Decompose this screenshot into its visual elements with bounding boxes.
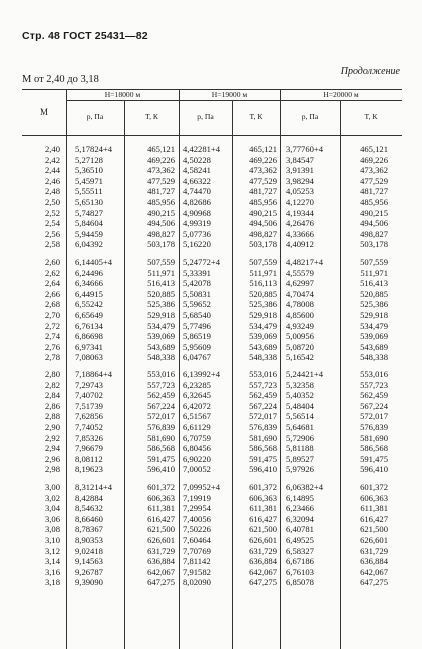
cell-p19: 5,77496: [183, 320, 211, 331]
cell-p18: 7,29743: [75, 379, 103, 390]
cell-p18: 8,90353: [75, 535, 103, 545]
cell-p19: 7,29954: [183, 503, 211, 514]
cell-t18: 516,413: [147, 278, 175, 289]
cell-m: 2,88: [44, 411, 60, 422]
cell-p20: 6,32094: [286, 513, 314, 524]
cell-t20: 562,459: [360, 390, 388, 401]
cell-t18: 606,363: [147, 492, 175, 503]
cell-p18: 5,65130: [75, 197, 103, 207]
cell-p18: 6,97341: [75, 341, 103, 352]
cell-p20: 4,93249: [286, 320, 314, 331]
cell-t18: 581,690: [147, 432, 175, 443]
cell-p20: 4,40912: [286, 239, 314, 250]
cell-p20: 5,24421+4: [286, 369, 324, 379]
cell-t20: 490,215: [360, 207, 388, 218]
cell-m: 3,04: [44, 503, 60, 514]
cell-p18: 6,14405+4: [75, 257, 113, 267]
cell-p20: 4,26476: [286, 218, 314, 229]
cell-m: 2,44: [44, 165, 60, 176]
cell-p19: 4,66322: [183, 175, 211, 186]
cell-m: 2,94: [44, 443, 60, 454]
cell-m: 2,76: [44, 341, 60, 352]
cell-p18: 6,86698: [75, 331, 103, 342]
cell-p20: 5,81188: [286, 443, 314, 454]
cell-t20: 572,017: [360, 411, 388, 422]
cell-p20: 6,14895: [286, 492, 314, 503]
cell-t20: 581,690: [360, 432, 388, 443]
cell-t19: 490,215: [249, 207, 277, 218]
cell-m: 2,68: [44, 299, 60, 310]
page-title: Стр. 48 ГОСТ 25431—82: [22, 30, 148, 42]
cell-m: 3,02: [44, 492, 60, 503]
cell-m: 3,06: [44, 513, 60, 524]
cell-p20: 5,64681: [286, 422, 314, 432]
cell-t19: 647,275: [249, 577, 277, 588]
cell-t19: 567,224: [249, 400, 277, 411]
cell-p19: 5,16220: [183, 239, 211, 250]
cell-p20: 5,40352: [286, 390, 314, 401]
cell-p19: 4,74470: [183, 186, 211, 197]
cell-t20: 611,381: [360, 503, 388, 514]
cell-t18: 567,224: [147, 400, 175, 411]
cell-p18: 8,54632: [75, 503, 103, 514]
continuation-label: Продолжение: [340, 66, 400, 77]
cell-t19: 606,363: [249, 492, 277, 503]
p-header-18000: p, Па: [86, 112, 104, 121]
cell-t20: 636,884: [360, 556, 388, 567]
cell-p20: 6,06382+4: [286, 482, 324, 492]
cell-t18: 572,017: [147, 411, 175, 422]
cell-p20: 4,48217+4: [286, 257, 324, 267]
cell-p19: 5,24772+4: [183, 257, 221, 267]
cell-p20: 6,58327: [286, 545, 314, 556]
cell-p19: 4,42281+4: [183, 144, 221, 154]
cell-p20: 5,72906: [286, 432, 314, 443]
cell-t20: 511,971: [360, 267, 388, 278]
cell-t18: 576,839: [147, 422, 175, 432]
cell-m: 2,74: [44, 331, 60, 342]
cell-t19: 636,884: [249, 556, 277, 567]
cell-p19: 6,32645: [183, 390, 211, 401]
cell-p19: 6,04767: [183, 352, 211, 363]
cell-m: 2,78: [44, 352, 60, 363]
cell-t19: 498,827: [249, 228, 277, 239]
cell-m: 2,40: [44, 144, 60, 154]
cell-t20: 473,362: [360, 165, 388, 176]
cell-t20: 543,689: [360, 341, 388, 352]
cell-t20: 503,178: [360, 239, 388, 250]
cell-t18: 485,956: [147, 197, 175, 207]
cell-p19: 7,40056: [183, 513, 211, 524]
cell-t19: 503,178: [249, 239, 277, 250]
cell-t19: 591,475: [249, 453, 277, 464]
cell-t20: 553,016: [360, 369, 388, 379]
cell-t18: 534,479: [147, 320, 175, 331]
cell-p20: 4,55579: [286, 267, 314, 278]
cell-p20: 5,97926: [286, 464, 314, 475]
cell-t19: 586,568: [249, 443, 277, 454]
cell-t20: 539,069: [360, 331, 388, 342]
cell-t19: 473,362: [249, 165, 277, 176]
cell-p20: 5,32358: [286, 379, 314, 390]
header-bottom-rule: [22, 135, 402, 136]
cell-m: 2,58: [44, 239, 60, 250]
cell-p18: 8,42884: [75, 492, 103, 503]
cell-p18: 6,44915: [75, 288, 103, 299]
cell-t18: 490,215: [147, 207, 175, 218]
altitude-rule: [66, 100, 402, 101]
cell-t20: 465,121: [360, 144, 388, 154]
cell-m: 2,64: [44, 278, 60, 289]
cell-p19: 4,82686: [183, 197, 211, 207]
cell-m: 2,86: [44, 400, 60, 411]
cell-t18: 494,506: [147, 218, 175, 229]
cell-m: 3,14: [44, 556, 60, 567]
cell-t18: 636,884: [147, 556, 175, 567]
cell-p18: 5,84604: [75, 218, 103, 229]
cell-t18: 481,727: [147, 186, 175, 197]
cell-t18: 525,386: [147, 299, 175, 310]
cell-t19: 576,839: [249, 422, 277, 432]
cell-p18: 8,78367: [75, 524, 103, 535]
cell-t19: 516,113: [249, 278, 277, 289]
col-divider-18-19: [179, 89, 180, 649]
cell-p18: 9,14563: [75, 556, 103, 567]
cell-t19: 477,529: [249, 175, 277, 186]
cell-p18: 9,02418: [75, 545, 103, 556]
cell-p19: 6,90220: [183, 453, 211, 464]
p-header-20000: p, Па: [301, 112, 319, 121]
cell-m: 2,82: [44, 379, 60, 390]
cell-p19: 7,09952+4: [183, 482, 221, 492]
cell-p20: 4,12270: [286, 197, 314, 207]
t-header-19000: T, К: [249, 112, 263, 121]
cell-t18: 529,918: [147, 310, 175, 320]
cell-t20: 557,723: [360, 379, 388, 390]
cell-t18: 596,410: [147, 464, 175, 475]
cell-t18: 539,069: [147, 331, 175, 342]
cell-p18: 7,18864+4: [75, 369, 113, 379]
cell-t19: 631,729: [249, 545, 277, 556]
cell-t20: 548,338: [360, 352, 388, 363]
cell-t19: 548,338: [249, 352, 277, 363]
cell-m: 2,72: [44, 320, 60, 331]
cell-m: 3,00: [44, 482, 60, 492]
cell-p20: 5,00956: [286, 331, 314, 342]
cell-p19: 7,81142: [183, 556, 211, 567]
cell-p18: 7,74052: [75, 422, 103, 432]
cell-t20: 642,067: [360, 566, 388, 577]
cell-t20: 520,885: [360, 288, 388, 299]
cell-p18: 7,40702: [75, 390, 103, 401]
cell-t19: 469,226: [249, 154, 277, 165]
cell-p20: 5,89527: [286, 453, 314, 464]
cell-m: 3,18: [44, 577, 60, 588]
cell-t20: 576,839: [360, 422, 388, 432]
cell-t20: 534,479: [360, 320, 388, 331]
cell-t19: 611,381: [249, 503, 277, 514]
cell-p19: 6,61129: [183, 422, 211, 432]
cell-p20: 5,48404: [286, 400, 314, 411]
cell-m: 2,70: [44, 310, 60, 320]
altitude-header-19000: H=19000 м: [211, 90, 248, 99]
cell-t19: 507,559: [249, 257, 277, 267]
cell-t18: 498,827: [147, 228, 175, 239]
cell-p18: 5,94459: [75, 228, 103, 239]
col-divider-19-20: [280, 89, 281, 649]
cell-t18: 616,427: [147, 513, 175, 524]
cell-p19: 4,58241: [183, 165, 211, 176]
cell-p19: 5,59652: [183, 299, 211, 310]
cell-m: 2,46: [44, 175, 60, 186]
cell-p20: 4,85600: [286, 310, 314, 320]
cell-t18: 562,459: [147, 390, 175, 401]
cell-t19: 465,121: [249, 144, 277, 154]
cell-p20: 4,78008: [286, 299, 314, 310]
cell-t20: 507,559: [360, 257, 388, 267]
cell-t20: 567,224: [360, 400, 388, 411]
cell-t18: 642,067: [147, 566, 175, 577]
cell-p18: 9,39090: [75, 577, 103, 588]
cell-t19: 543,689: [249, 341, 277, 352]
cell-t19: 581,690: [249, 432, 277, 443]
cell-t19: 626,601: [249, 535, 277, 545]
p-header-19000: p, Па: [197, 112, 214, 121]
cell-t20: 485,956: [360, 197, 388, 207]
cell-p20: 6,49525: [286, 535, 314, 545]
cell-m: 2,52: [44, 207, 60, 218]
cell-p18: 8,66460: [75, 513, 103, 524]
cell-t19: 642,067: [249, 566, 277, 577]
cell-p19: 4,50228: [183, 154, 211, 165]
cell-p20: 3,84547: [286, 154, 314, 165]
cell-p18: 6,65649: [75, 310, 103, 320]
cell-p18: 8,08112: [75, 453, 103, 464]
cell-t18: 511,971: [147, 267, 175, 278]
cell-p19: 7,00052: [183, 464, 211, 475]
cell-t19: 601,372: [249, 482, 277, 492]
cell-m: 2,66: [44, 288, 60, 299]
cell-t20: 529,918: [360, 310, 388, 320]
cell-p19: 6,13992+4: [183, 369, 221, 379]
cell-m: 2,62: [44, 267, 60, 278]
cell-t20: 621,500: [360, 524, 388, 535]
col-divider-m: [66, 89, 67, 649]
cell-p20: 5,16542: [286, 352, 314, 363]
cell-t20: 525,386: [360, 299, 388, 310]
cell-p19: 6,42072: [183, 400, 211, 411]
cell-m: 3,08: [44, 524, 60, 535]
cell-p18: 5,17824+4: [75, 144, 113, 154]
cell-t18: 473,362: [147, 165, 175, 176]
cell-t19: 553,016: [249, 369, 277, 379]
cell-p18: 7,08063: [75, 352, 103, 363]
cell-t20: 626,601: [360, 535, 388, 545]
cell-p20: 3,91391: [286, 165, 314, 176]
cell-m: 3,10: [44, 535, 60, 545]
cell-p19: 6,70759: [183, 432, 211, 443]
cell-t19: 557,723: [249, 379, 277, 390]
cell-t19: 572,017: [249, 411, 277, 422]
cell-p20: 4,70474: [286, 288, 314, 299]
cell-p19: 5,33391: [183, 267, 211, 278]
col-header-m: М: [39, 107, 48, 117]
cell-p18: 5,27128: [75, 154, 103, 165]
cell-p20: 3,98294: [286, 175, 314, 186]
cell-t18: 621,500: [147, 524, 175, 535]
cell-t20: 591,475: [360, 453, 388, 464]
cell-m: 2,80: [44, 369, 60, 379]
cell-t20: 601,372: [360, 482, 388, 492]
cell-t19: 562,459: [249, 390, 277, 401]
cell-t19: 511,971: [249, 267, 277, 278]
cell-p19: 6,51567: [183, 411, 211, 422]
cell-t18: 586,568: [147, 443, 175, 454]
cell-t20: 516,413: [360, 278, 388, 289]
cell-m: 3,12: [44, 545, 60, 556]
cell-t18: 503,178: [147, 239, 175, 250]
cell-t18: 507,559: [147, 257, 175, 267]
cell-p18: 7,62856: [75, 411, 103, 422]
cell-t18: 631,729: [147, 545, 175, 556]
cell-p18: 5,55511: [75, 186, 103, 197]
cell-t18: 548,338: [147, 352, 175, 363]
cell-m: 2,60: [44, 257, 60, 267]
cell-p19: 4,99319: [183, 218, 211, 229]
cell-p19: 6,80456: [183, 443, 211, 454]
cell-p19: 5,86519: [183, 331, 211, 342]
cell-p18: 7,85326: [75, 432, 103, 443]
cell-t20: 477,529: [360, 175, 388, 186]
range-label: М от 2,40 до 3,18: [22, 74, 99, 85]
cell-p18: 5,36510: [75, 165, 103, 176]
cell-p18: 5,74827: [75, 207, 103, 218]
cell-t19: 494,506: [249, 218, 277, 229]
cell-t18: 543,689: [147, 341, 175, 352]
cell-p20: 4,62997: [286, 278, 314, 289]
cell-t20: 616,427: [360, 513, 388, 524]
cell-p20: 6,67186: [286, 556, 314, 567]
cell-p20: 4,05253: [286, 186, 314, 197]
cell-p19: 5,07736: [183, 228, 211, 239]
cell-t18: 520,885: [147, 288, 175, 299]
t-header-18000: T, К: [145, 112, 158, 121]
cell-p18: 6,55242: [75, 299, 103, 310]
cell-p18: 6,34666: [75, 278, 103, 289]
cell-t19: 520,885: [249, 288, 277, 299]
cell-p18: 6,24496: [75, 267, 103, 278]
cell-p18: 5,45971: [75, 175, 103, 186]
cell-p19: 5,95609: [183, 341, 211, 352]
t-header-20000: T, К: [364, 112, 378, 121]
cell-t19: 616,427: [249, 513, 277, 524]
cell-t18: 465,121: [147, 144, 175, 154]
cell-p20: 3,77760+4: [286, 144, 324, 154]
cell-p20: 6,85078: [286, 577, 314, 588]
cell-t19: 529,918: [249, 310, 277, 320]
cell-t20: 586,568: [360, 443, 388, 454]
cell-p20: 5,56514: [286, 411, 314, 422]
cell-p19: 4,90968: [183, 207, 211, 218]
cell-p20: 5,08720: [286, 341, 314, 352]
cell-m: 3,16: [44, 566, 60, 577]
cell-t18: 626,601: [147, 535, 175, 545]
cell-t18: 477,529: [147, 175, 175, 186]
cell-p19: 7,50226: [183, 524, 211, 535]
cell-p19: 6,23285: [183, 379, 211, 390]
cell-t18: 647,275: [147, 577, 175, 588]
cell-t19: 534,479: [249, 320, 277, 331]
cell-t20: 606,363: [360, 492, 388, 503]
cell-m: 2,92: [44, 432, 60, 443]
cell-p19: 7,70769: [183, 545, 211, 556]
cell-t19: 596,410: [249, 464, 277, 475]
cell-t19: 621,500: [249, 524, 277, 535]
cell-p18: 7,51739: [75, 400, 103, 411]
cell-t18: 469,226: [147, 154, 175, 165]
cell-t20: 647,275: [360, 577, 388, 588]
cell-m: 2,56: [44, 228, 60, 239]
cell-p18: 8,31214+4: [75, 482, 113, 492]
cell-t18: 601,372: [147, 482, 175, 492]
cell-p19: 8,02090: [183, 577, 211, 588]
cell-m: 2,42: [44, 154, 60, 165]
cell-p18: 6,76134: [75, 320, 103, 331]
cell-p19: 7,19919: [183, 492, 211, 503]
cell-p20: 4,19344: [286, 207, 314, 218]
cell-t18: 553,016: [147, 369, 175, 379]
cell-m: 2,84: [44, 390, 60, 401]
cell-p19: 7,60464: [183, 535, 211, 545]
cell-m: 2,96: [44, 453, 60, 464]
cell-p19: 5,50831: [183, 288, 211, 299]
cell-p19: 7,91582: [183, 566, 211, 577]
cell-t18: 591,475: [147, 453, 175, 464]
cell-t20: 494,506: [360, 218, 388, 229]
cell-t20: 481,727: [360, 186, 388, 197]
cell-t19: 481,727: [249, 186, 277, 197]
cell-p20: 6,40781: [286, 524, 314, 535]
cell-m: 2,54: [44, 218, 60, 229]
cell-t18: 611,381: [147, 503, 175, 514]
cell-t20: 469,226: [360, 154, 388, 165]
cell-m: 2,50: [44, 197, 60, 207]
cell-p18: 7,96679: [75, 443, 103, 454]
cell-p18: 8,19623: [75, 464, 103, 475]
cell-t18: 557,723: [147, 379, 175, 390]
cell-m: 2,98: [44, 464, 60, 475]
cell-p20: 4,33666: [286, 228, 314, 239]
cell-m: 2,48: [44, 186, 60, 197]
cell-t19: 485,956: [249, 197, 277, 207]
cell-t20: 596,410: [360, 464, 388, 475]
cell-m: 2,90: [44, 422, 60, 432]
cell-p18: 9,26787: [75, 566, 103, 577]
cell-p19: 5,68540: [183, 310, 211, 320]
cell-p19: 5,42078: [183, 278, 211, 289]
cell-t20: 631,729: [360, 545, 388, 556]
cell-t20: 498,827: [360, 228, 388, 239]
cell-p18: 6,04392: [75, 239, 103, 250]
altitude-header-20000: H=20000 м: [323, 90, 359, 99]
cell-p20: 6,23466: [286, 503, 314, 514]
cell-t19: 539,069: [249, 331, 277, 342]
altitude-header-18000: H=18000 м: [104, 90, 141, 99]
cell-t19: 525,386: [249, 299, 277, 310]
cell-p20: 6,76103: [286, 566, 314, 577]
